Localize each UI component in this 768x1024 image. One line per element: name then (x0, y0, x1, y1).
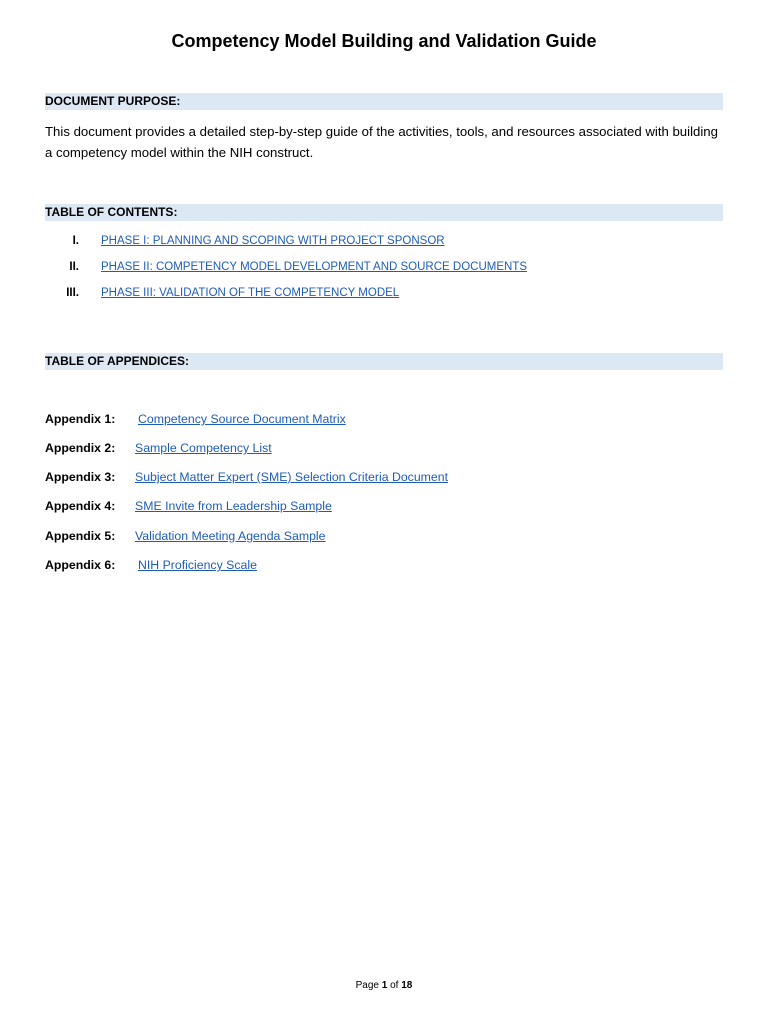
appendix-label: Appendix 2: (45, 441, 116, 455)
table-of-appendices-header: TABLE OF APPENDICES: (45, 353, 723, 370)
table-of-contents-header: TABLE OF CONTENTS: (45, 204, 723, 221)
toc-link-phase-2[interactable]: PHASE II: COMPETENCY MODEL DEVELOPMENT AND SOURCE DOCUMENTS (101, 261, 527, 273)
appendix-label: Appendix 1: (45, 412, 116, 426)
appendix-label: Appendix 6: (45, 558, 116, 572)
footer-current-page: 1 (381, 980, 388, 991)
appendix-link-3[interactable]: Subject Matter Expert (SME) Selection Criteria Document (135, 470, 449, 484)
appendix-link-2[interactable]: Sample Competency List (135, 441, 272, 455)
page-title: Competency Model Building and Validation Guide (171, 31, 597, 51)
appendix-link-4[interactable]: SME Invite from Leadership Sample (135, 499, 332, 513)
page-footer (0, 979, 768, 993)
appendix-label: Appendix 4: (45, 499, 116, 513)
appendix-link-5[interactable]: Validation Meeting Agenda Sample (135, 529, 326, 543)
toc-link-phase-3[interactable]: PHASE III: VALIDATION OF THE COMPETENCY MODEL (101, 287, 400, 299)
toc-link-phase-1[interactable]: PHASE I: PLANNING AND SCOPING WITH PROJECT SPONSOR (101, 235, 445, 247)
footer-page-word: Page (355, 980, 379, 991)
appendix-label: Appendix 5: (45, 529, 116, 543)
document-purpose-text: This document provides a detailed step-by-step guide of the activities, tools, and resources associated with building a competency model within the NIH construct. (45, 124, 718, 160)
footer-total-pages: 18 (401, 980, 413, 991)
appendix-label: Appendix 3: (45, 470, 116, 484)
appendix-link-1[interactable]: Competency Source Document Matrix (138, 412, 346, 426)
appendix-link-6[interactable]: NIH Proficiency Scale (138, 558, 257, 572)
toc-item-number: II. (69, 261, 79, 273)
toc-item-number: III. (66, 287, 79, 299)
toc-item-number: I. (72, 235, 79, 247)
footer-of-word: of (390, 980, 399, 991)
document-purpose-header: DOCUMENT PURPOSE: (45, 93, 723, 110)
